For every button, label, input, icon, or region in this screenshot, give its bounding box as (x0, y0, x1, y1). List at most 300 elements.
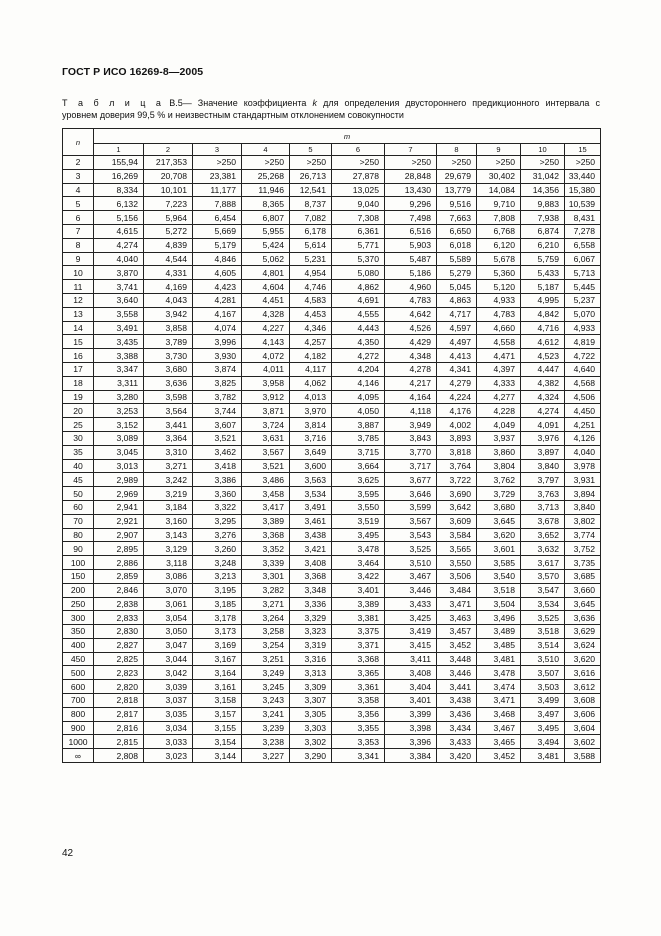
k-value-cell: 3,814 (290, 418, 332, 432)
k-value-cell: 3,398 (385, 721, 437, 735)
table-row (63, 583, 601, 597)
k-value-cell: 6,018 (437, 238, 477, 252)
k-value-cell: 3,464 (332, 556, 385, 570)
n-value-cell: 30 (63, 431, 94, 445)
k-value-cell: 3,481 (521, 749, 565, 763)
k-value-cell: 3,280 (94, 390, 144, 404)
k-value-cell: 4,274 (521, 404, 565, 418)
k-value-cell: 4,217 (385, 376, 437, 390)
k-value-cell: 3,640 (94, 293, 144, 307)
k-value-cell: 4,204 (332, 362, 385, 376)
k-value-cell: 4,783 (385, 293, 437, 307)
k-value-cell: 3,448 (437, 652, 477, 666)
k-value-cell: 7,938 (521, 211, 565, 225)
k-value-cell: 3,301 (242, 569, 290, 583)
k-value-cell: 2,823 (94, 666, 144, 680)
n-value-cell: 50 (63, 487, 94, 501)
k-value-cell: 3,629 (565, 625, 601, 639)
k-value-cell: 3,371 (332, 638, 385, 652)
k-value-cell: 3,521 (193, 431, 242, 445)
k-value-cell: 3,510 (385, 556, 437, 570)
k-value-cell: 3,729 (477, 487, 521, 501)
k-value-cell: 4,328 (242, 307, 290, 321)
k-value-cell: 4,224 (437, 390, 477, 404)
k-value-cell: 33,440 (565, 169, 601, 183)
k-value-cell: 11,946 (242, 183, 290, 197)
k-value-cell: 3,155 (193, 721, 242, 735)
table-row (63, 280, 601, 294)
m-column-header: 4 (242, 144, 290, 156)
k-value-cell: 3,601 (477, 542, 521, 556)
k-value-cell: 9,710 (477, 197, 521, 211)
k-value-cell: 4,072 (242, 349, 290, 363)
k-value-cell: 3,567 (385, 514, 437, 528)
table-row (63, 349, 601, 363)
k-value-cell: 3,463 (437, 611, 477, 625)
k-value-cell: 3,584 (437, 528, 477, 542)
k-value-cell: 5,231 (290, 252, 332, 266)
k-value-cell: 4,281 (193, 293, 242, 307)
k-value-cell: 2,815 (94, 735, 144, 749)
k-value-cell: 3,680 (477, 500, 521, 514)
k-value-cell: 4,605 (193, 266, 242, 280)
m-column-header: 1 (94, 144, 144, 156)
n-value-cell: 7 (63, 224, 94, 238)
table-caption-text-2: для определения двустороннего предикционного интервала с (323, 98, 600, 108)
n-value-cell: 450 (63, 652, 94, 666)
k-value-cell: 4,126 (565, 431, 601, 445)
k-value-cell: 3,418 (193, 459, 242, 473)
k-value-cell: 3,600 (290, 459, 332, 473)
m-column-header: 3 (193, 144, 242, 156)
table-row (63, 266, 601, 280)
table-row (63, 473, 601, 487)
k-value-cell: 3,715 (332, 445, 385, 459)
k-value-cell: 3,034 (144, 721, 193, 735)
k-value-cell: 3,389 (242, 514, 290, 528)
n-value-cell: 400 (63, 638, 94, 652)
k-value-cell: 3,931 (565, 473, 601, 487)
n-value-cell: 16 (63, 349, 94, 363)
k-value-cell: 5,237 (565, 293, 601, 307)
k-value-cell: 3,717 (385, 459, 437, 473)
k-value-cell: 2,808 (94, 749, 144, 763)
k-value-cell: 3,441 (144, 418, 193, 432)
k-value-cell: 3,420 (437, 749, 477, 763)
k-value-cell: 3,620 (565, 652, 601, 666)
k-value-cell: 20,708 (144, 169, 193, 183)
k-value-cell: 3,404 (385, 680, 437, 694)
table-row (63, 735, 601, 749)
k-value-cell: 3,471 (437, 597, 477, 611)
k-value-cell: 3,680 (144, 362, 193, 376)
k-value-cell: 4,846 (193, 252, 242, 266)
k-value-cell: 3,039 (144, 680, 193, 694)
k-value-cell: 5,179 (193, 238, 242, 252)
n-value-cell: 18 (63, 376, 94, 390)
k-value-cell: 3,510 (521, 652, 565, 666)
k-value-cell: 30,402 (477, 169, 521, 183)
k-value-cell: 3,302 (290, 735, 332, 749)
k-value-cell: 3,607 (193, 418, 242, 432)
table-row (63, 156, 601, 170)
table-row (63, 638, 601, 652)
k-value-cell: 6,178 (290, 224, 332, 238)
k-value-cell: 3,070 (144, 583, 193, 597)
k-value-cell: 3,365 (332, 666, 385, 680)
k-value-cell: 3,438 (290, 528, 332, 542)
k-value-cell: 5,272 (144, 224, 193, 238)
k-value-cell: 5,678 (477, 252, 521, 266)
k-value-cell: 3,478 (477, 666, 521, 680)
k-value-cell: 3,381 (332, 611, 385, 625)
k-value-cell: 9,296 (385, 197, 437, 211)
k-value-cell: 4,331 (144, 266, 193, 280)
k-value-cell: 4,118 (385, 404, 437, 418)
k-value-cell: 4,040 (94, 252, 144, 266)
k-value-cell: 3,033 (144, 735, 193, 749)
n-value-cell: 35 (63, 445, 94, 459)
table-row (63, 680, 601, 694)
k-value-cell: 3,752 (565, 542, 601, 556)
k-value-cell: 3,044 (144, 652, 193, 666)
k-value-cell: 4,117 (290, 362, 332, 376)
k-value-cell: 3,604 (565, 721, 601, 735)
k-value-cell: 4,558 (477, 335, 521, 349)
table-row (63, 390, 601, 404)
k-value-cell: 3,254 (242, 638, 290, 652)
k-value-cell: 3,419 (385, 625, 437, 639)
k-value-cell: 3,339 (242, 556, 290, 570)
k-value-cell: 3,239 (242, 721, 290, 735)
k-value-cell: 4,228 (477, 404, 521, 418)
k-value-cell: 3,129 (144, 542, 193, 556)
k-value-cell: 4,544 (144, 252, 193, 266)
k-value-cell: 6,768 (477, 224, 521, 238)
k-value-cell: 3,143 (144, 528, 193, 542)
k-value-cell: 3,307 (290, 694, 332, 708)
table-row (63, 418, 601, 432)
k-value-cell: 3,251 (242, 652, 290, 666)
table-row (63, 335, 601, 349)
k-value-cell: 4,583 (290, 293, 332, 307)
k-value-cell: 4,451 (242, 293, 290, 307)
n-column-header: n (63, 129, 94, 156)
k-value-cell: 3,360 (193, 487, 242, 501)
k-value-cell: 3,368 (242, 528, 290, 542)
k-value-cell: 3,949 (385, 418, 437, 432)
k-value-cell: 3,086 (144, 569, 193, 583)
k-value-cell: 3,401 (332, 583, 385, 597)
table-row (63, 625, 601, 639)
n-value-cell: 5 (63, 197, 94, 211)
k-value-cell: 3,887 (332, 418, 385, 432)
k-value-cell: 7,082 (290, 211, 332, 225)
table-caption-line1 (62, 97, 600, 109)
k-value-cell: 28,848 (385, 169, 437, 183)
k-value-cell: 3,160 (144, 514, 193, 528)
k-value-cell: 5,669 (193, 224, 242, 238)
n-value-cell: 100 (63, 556, 94, 570)
k-value-cell: 4,717 (437, 307, 477, 321)
k-value-cell: 3,461 (290, 514, 332, 528)
k-value-cell: 3,606 (565, 707, 601, 721)
k-value-cell: 4,348 (385, 349, 437, 363)
m-column-header: 7 (385, 144, 437, 156)
k-value-cell: 3,303 (290, 721, 332, 735)
k-value-cell: 3,401 (385, 694, 437, 708)
k-value-cell: 2,817 (94, 707, 144, 721)
k-value-cell: 3,047 (144, 638, 193, 652)
k-value-cell: 3,471 (477, 694, 521, 708)
n-value-cell: 200 (63, 583, 94, 597)
k-value-cell: 3,399 (385, 707, 437, 721)
k-value-cell: 3,436 (437, 707, 477, 721)
table-row (63, 500, 601, 514)
k-value-cell: 4,568 (565, 376, 601, 390)
k-value-cell: 3,452 (437, 638, 477, 652)
k-value-cell: >250 (565, 156, 601, 170)
table-caption-prefix: Т а б л и ц а (62, 98, 164, 108)
k-value-cell: 6,120 (477, 238, 521, 252)
k-value-cell: 3,054 (144, 611, 193, 625)
k-value-cell: 3,089 (94, 431, 144, 445)
k-value-cell: 3,871 (242, 404, 290, 418)
k-value-cell: 4,497 (437, 335, 477, 349)
k-value-cell: 3,295 (193, 514, 242, 528)
k-value-cell: 4,506 (565, 390, 601, 404)
k-value-cell: 3,716 (290, 431, 332, 445)
k-value-cell: 3,045 (94, 445, 144, 459)
n-value-cell: 60 (63, 500, 94, 514)
k-value-cell: 4,604 (242, 280, 290, 294)
k-value-cell: 4,862 (332, 280, 385, 294)
k-value-cell: 5,279 (437, 266, 477, 280)
k-value-cell: 3,770 (385, 445, 437, 459)
k-value-cell: 3,499 (521, 694, 565, 708)
k-value-cell: 3,336 (290, 597, 332, 611)
k-value-cell: 3,636 (144, 376, 193, 390)
k-value-cell: 4,277 (477, 390, 521, 404)
page-number: 42 (62, 848, 74, 859)
k-value-cell: 4,443 (332, 321, 385, 335)
k-value-cell: 2,846 (94, 583, 144, 597)
k-value-cell: 3,550 (332, 500, 385, 514)
k-value-cell: 3,976 (521, 431, 565, 445)
table-row (63, 459, 601, 473)
k-value-cell: 3,617 (521, 556, 565, 570)
k-value-cell: 3,789 (144, 335, 193, 349)
k-value-cell: 4,091 (521, 418, 565, 432)
k-value-cell: 4,382 (521, 376, 565, 390)
k-value-cell: 3,389 (332, 597, 385, 611)
k-value-cell: 3,421 (290, 542, 332, 556)
k-value-cell: 3,467 (385, 569, 437, 583)
k-value-cell: 23,381 (193, 169, 242, 183)
k-value-cell: 3,356 (332, 707, 385, 721)
k-value-cell: 3,185 (193, 597, 242, 611)
n-value-cell: 8 (63, 238, 94, 252)
k-value-cell: 4,333 (477, 376, 521, 390)
k-value-cell: 4,995 (521, 293, 565, 307)
k-value-cell: 4,691 (332, 293, 385, 307)
k-value-cell: 3,564 (144, 404, 193, 418)
k-value-cell: 2,827 (94, 638, 144, 652)
k-value-cell: 6,454 (193, 211, 242, 225)
k-value-cell: 4,597 (437, 321, 477, 335)
k-value-cell: 3,485 (477, 638, 521, 652)
k-value-cell: 3,271 (242, 597, 290, 611)
table-caption-line2: уровнем доверия 99,5 % и неизвестным стандартным отклонением совокупности (62, 110, 404, 120)
k-value-cell: 3,282 (242, 583, 290, 597)
m-column-header: 6 (332, 144, 385, 156)
k-value-cell: 3,364 (144, 431, 193, 445)
k-value-cell: 3,942 (144, 307, 193, 321)
k-value-cell: 4,169 (144, 280, 193, 294)
k-value-cell: 8,431 (565, 211, 601, 225)
k-value-cell: 3,452 (477, 749, 521, 763)
k-value-cell: 7,808 (477, 211, 521, 225)
k-value-cell: 3,774 (565, 528, 601, 542)
k-value-cell: 4,272 (332, 349, 385, 363)
table-row (63, 238, 601, 252)
k-value-cell: >250 (521, 156, 565, 170)
k-value-cell: 3,802 (565, 514, 601, 528)
k-value-cell: 3,316 (290, 652, 332, 666)
k-value-cell: 3,567 (242, 445, 290, 459)
k-value-cell: 3,893 (437, 431, 477, 445)
n-value-cell: 19 (63, 390, 94, 404)
k-value-cell: 3,563 (290, 473, 332, 487)
k-value-cell: 3,195 (193, 583, 242, 597)
k-value-cell: 3,358 (332, 694, 385, 708)
k-value-cell: 4,801 (242, 266, 290, 280)
n-value-cell: 25 (63, 418, 94, 432)
k-value-cell: 4,143 (242, 335, 290, 349)
k-value-cell: 3,595 (332, 487, 385, 501)
k-value-cell: 4,011 (242, 362, 290, 376)
k-value-cell: 3,996 (193, 335, 242, 349)
k-value-cell: 3,276 (193, 528, 242, 542)
table-row (63, 569, 601, 583)
k-value-cell: 2,833 (94, 611, 144, 625)
k-value-cell: 3,386 (193, 473, 242, 487)
k-value-cell: 3,602 (565, 735, 601, 749)
k-value-cell: 3,164 (193, 666, 242, 680)
table-row (63, 556, 601, 570)
n-value-cell: 10 (63, 266, 94, 280)
k-value-cell: 4,050 (332, 404, 385, 418)
k-value-cell: 3,157 (193, 707, 242, 721)
k-value-cell: 5,424 (242, 238, 290, 252)
k-value-cell: 3,491 (290, 500, 332, 514)
document-header: ГОСТ Р ИСО 16269-8—2005 (62, 66, 204, 78)
k-value-cell: 5,487 (385, 252, 437, 266)
m-column-header: 2 (144, 144, 193, 156)
k-value-cell: 3,144 (193, 749, 242, 763)
k-value-cell: 3,323 (290, 625, 332, 639)
k-value-cell: 3,433 (385, 597, 437, 611)
k-value-cell: 3,118 (144, 556, 193, 570)
k-value-cell: 3,612 (565, 680, 601, 694)
k-value-cell: 3,341 (332, 749, 385, 763)
n-value-cell: 45 (63, 473, 94, 487)
k-value-cell: 3,368 (290, 569, 332, 583)
k-value-cell: 3,434 (437, 721, 477, 735)
k-value-cell: >250 (477, 156, 521, 170)
k-value-cell: 2,907 (94, 528, 144, 542)
n-value-cell: 6 (63, 211, 94, 225)
k-value-cell: 3,050 (144, 625, 193, 639)
k-value-cell: 3,504 (477, 597, 521, 611)
k-value-cell: 3,435 (94, 335, 144, 349)
k-value-cell: 3,173 (193, 625, 242, 639)
k-value-cell: 4,040 (565, 445, 601, 459)
k-value-cell: 5,759 (521, 252, 565, 266)
n-value-cell: 300 (63, 611, 94, 625)
k-value-cell: 3,860 (477, 445, 521, 459)
k-value-cell: 217,353 (144, 156, 193, 170)
k-value-cell: 4,933 (565, 321, 601, 335)
k-value-cell: 3,290 (290, 749, 332, 763)
k-value-cell: 3,722 (437, 473, 477, 487)
n-value-cell: 4 (63, 183, 94, 197)
table-row (63, 597, 601, 611)
k-value-cell: 3,713 (521, 500, 565, 514)
k-value-cell: 3,486 (242, 473, 290, 487)
k-value-cell: 3,258 (242, 625, 290, 639)
k-symbol: k (312, 98, 318, 108)
k-value-cell: 3,519 (332, 514, 385, 528)
k-value-cell: 3,158 (193, 694, 242, 708)
k-value-cell: 4,074 (193, 321, 242, 335)
k-value-cell: 15,380 (565, 183, 601, 197)
table-row (63, 666, 601, 680)
k-value-cell: 3,353 (332, 735, 385, 749)
table-row (63, 307, 601, 321)
k-value-cell: 3,894 (565, 487, 601, 501)
k-value-cell: 3,724 (242, 418, 290, 432)
table-row (63, 528, 601, 542)
k-value-cell: 3,897 (521, 445, 565, 459)
k-value-cell: 3,457 (437, 625, 477, 639)
k-value-cell: 3,313 (290, 666, 332, 680)
k-value-cell: 3,599 (385, 500, 437, 514)
k-value-cell: 4,746 (290, 280, 332, 294)
k-value-cell: 2,941 (94, 500, 144, 514)
table-row (63, 652, 601, 666)
k-value-cell: 6,650 (437, 224, 477, 238)
k-value-cell: 7,498 (385, 211, 437, 225)
k-value-cell: 3,649 (290, 445, 332, 459)
k-value-cell: 4,095 (332, 390, 385, 404)
k-value-cell: 3,243 (242, 694, 290, 708)
k-value-cell: 3,042 (144, 666, 193, 680)
k-value-cell: 4,324 (521, 390, 565, 404)
k-value-cell: 3,534 (290, 487, 332, 501)
k-value-cell: 3,521 (242, 459, 290, 473)
n-value-cell: 350 (63, 625, 94, 639)
k-value-cell: 3,035 (144, 707, 193, 721)
k-value-cell: 4,043 (144, 293, 193, 307)
k-value-cell: 5,370 (332, 252, 385, 266)
k-value-cell: 3,491 (94, 321, 144, 335)
k-value-cell: 3,818 (437, 445, 477, 459)
k-value-cell: 3,874 (193, 362, 242, 376)
k-value-cell: 3,797 (521, 473, 565, 487)
k-value-cell: 16,269 (94, 169, 144, 183)
n-value-cell: 20 (63, 404, 94, 418)
